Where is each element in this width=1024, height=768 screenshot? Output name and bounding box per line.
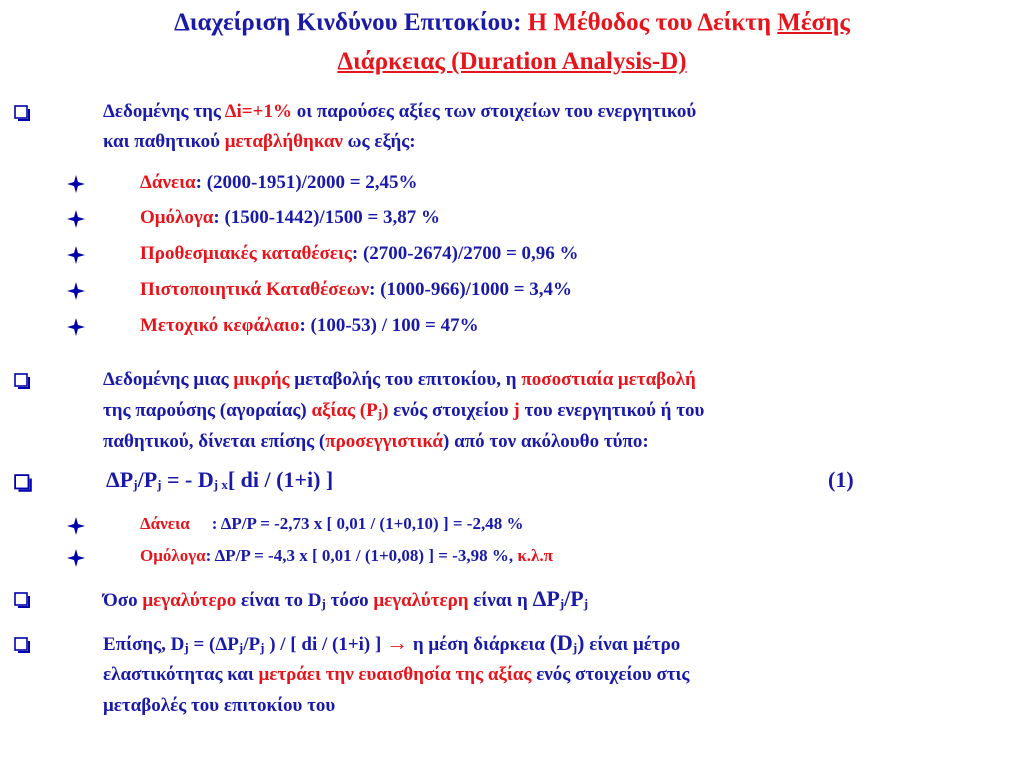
b2-t6: αξίας (P — [311, 400, 378, 421]
item2-label: Προθεσμιακές καταθέσεις — [140, 243, 352, 264]
item2-value: : (2700-2674)/2700 = 0,96 % — [351, 243, 579, 264]
star-bullet-icon — [66, 281, 86, 301]
bullet1-line2 — [103, 128, 416, 156]
formula-c: = - D — [161, 467, 214, 492]
b1-t3: οι παρούσες αξίες των στοιχείων του ενεργητικού — [291, 101, 697, 122]
item0-label: Δάνεια — [140, 172, 196, 193]
item-loans — [140, 169, 418, 197]
subitem0-value: : ΔP/P = -2,73 x [ 0,01 / (1+0,10) ] = -2,48 % — [211, 514, 524, 533]
b5-t6: (D — [549, 630, 573, 655]
star-bullet-icon — [66, 548, 86, 568]
b4-t3: είναι το D — [236, 590, 322, 611]
b4-t1: Όσο — [103, 590, 143, 611]
b5-t6sub: j — [572, 640, 578, 655]
subitem-loans — [140, 510, 523, 538]
b5-t3: /P — [243, 634, 261, 655]
formula-csub: j x — [213, 477, 228, 492]
b5-t5: η μέση διάρκεια — [408, 634, 550, 655]
item-bonds — [140, 204, 440, 232]
b4-t7sub: j — [559, 596, 565, 611]
b5-t7: ) — [577, 630, 585, 655]
item3-value: : (1000-966)/1000 = 3,4% — [369, 279, 573, 300]
b4-t8: /P — [564, 586, 584, 611]
b2-t5: της παρούσης (αγοραίας) — [103, 400, 312, 421]
item-term-deposits — [140, 240, 579, 268]
item1-value: : (1500-1442)/1500 = 3,87 % — [213, 207, 441, 228]
b2-t2: μικρής — [233, 369, 290, 390]
formula-asub: j — [133, 477, 138, 492]
b5-t10: μετράει την ευαισθησία της αξίας — [258, 664, 532, 685]
b2-t13: ) από τον ακόλουθο τύπο: — [443, 431, 649, 452]
item3-label: Πιστοποιητικά Καταθέσεων — [140, 279, 370, 300]
bullet4-line — [103, 585, 588, 618]
b2-t6sub: j — [377, 406, 383, 421]
square-bullet-icon — [14, 474, 34, 494]
title-part3: Μέσης — [777, 9, 850, 36]
b5-t1: Επίσης, D — [103, 634, 185, 655]
title-part1: Διαχείριση Κινδύνου Επιτοκίου: — [174, 9, 528, 36]
b1-t1: Δεδομένης της — [103, 101, 225, 122]
subitem1-label: Ομόλογα — [140, 546, 206, 565]
square-bullet-icon — [14, 592, 32, 610]
item0-value: : (2000-1951)/2000 = 2,45% — [195, 172, 418, 193]
slide-title — [0, 6, 1024, 40]
subitem0-label: Δάνεια — [140, 514, 190, 533]
b2-t10: του ενεργητικού ή του — [519, 400, 705, 421]
b5-t1sub: j — [184, 640, 189, 655]
title-line2: Διάρκειας (Duration Analysis-D) — [337, 48, 687, 75]
square-bullet-icon — [14, 637, 32, 655]
b1-t5: μεταβλήθηκαν — [224, 131, 343, 152]
b5-t11: ενός στοιχείου στις — [531, 664, 690, 685]
b2-t4: ποσοστιαία μεταβολή — [521, 369, 696, 390]
title-part2: Η Μέθοδος του Δείκτη — [527, 9, 778, 36]
b4-t7: ΔP — [532, 586, 560, 611]
bullet5-line3: μεταβολές του επιτοκίου του — [103, 695, 336, 716]
bullet2-line1 — [103, 366, 696, 394]
b1-t2: Δi=+1% — [224, 101, 292, 122]
arrow-right-icon: → — [386, 630, 409, 655]
b2-t1: Δεδομένης μιας — [103, 369, 234, 390]
subitem-bonds — [140, 542, 553, 570]
b2-t7: ) — [382, 400, 389, 421]
item1-label: Ομόλογα — [140, 207, 214, 228]
b2-t3: μεταβολής του επιτοκίου, η — [289, 369, 522, 390]
subitem1-extra: κ.λ.π — [517, 546, 553, 565]
bullet5-line2 — [103, 661, 689, 689]
formula-bsub: j — [157, 477, 162, 492]
b5-t9: ελαστικότητας και — [103, 664, 259, 685]
b4-t2: μεγαλύτερο — [142, 590, 237, 611]
star-bullet-icon — [66, 174, 86, 194]
bullet5-line1 — [103, 629, 680, 662]
b4-t8sub: j — [583, 596, 589, 611]
b1-t4: και παθητικού — [103, 131, 225, 152]
b2-t8: ενός στοιχείου — [388, 400, 514, 421]
star-bullet-icon — [66, 209, 86, 229]
star-bullet-icon — [66, 516, 86, 536]
formula-b: /P — [137, 467, 158, 492]
item4-value: : (100-53) / 100 = 47% — [299, 315, 479, 336]
b2-t11: παθητικού, δίνεται επίσης ( — [103, 431, 326, 452]
square-bullet-icon — [14, 373, 32, 391]
bullet2-line2 — [103, 397, 704, 428]
b2-t12: προσεγγιστικά — [325, 431, 444, 452]
b5-t2: = (ΔP — [188, 634, 239, 655]
formula-a: ΔP — [106, 467, 134, 492]
star-bullet-icon — [66, 317, 86, 337]
item-equity — [140, 312, 479, 340]
item4-label: Μετοχικό κεφάλαιο — [140, 315, 300, 336]
b4-t4: τόσο — [325, 590, 374, 611]
star-bullet-icon — [66, 245, 86, 265]
item-certificates — [140, 276, 572, 304]
b2-t9: j — [513, 400, 520, 421]
b4-t3sub: j — [321, 596, 326, 611]
b4-t5: μεγαλύτερη — [373, 590, 469, 611]
formula-duration — [106, 466, 333, 499]
formula-d: [ di / (1+i) ] — [227, 467, 334, 492]
b5-t3sub: j — [260, 640, 265, 655]
b4-t6: είναι η — [468, 590, 533, 611]
bullet1-line1 — [103, 98, 696, 126]
b5-t2sub: j — [238, 640, 244, 655]
b1-t6: ως εξής: — [342, 131, 416, 152]
formula-number: (1) — [828, 467, 854, 492]
bullet2-line3 — [103, 428, 649, 456]
square-bullet-icon — [14, 105, 32, 123]
subitem1-value: : ΔP/P = -4,3 x [ 0,01 / (1+0,08) ] = -3,98 %, — [205, 546, 518, 565]
b5-t8: είναι μέτρο — [584, 634, 681, 655]
b5-t4: ) / [ di / (1+i) ] — [264, 634, 387, 655]
